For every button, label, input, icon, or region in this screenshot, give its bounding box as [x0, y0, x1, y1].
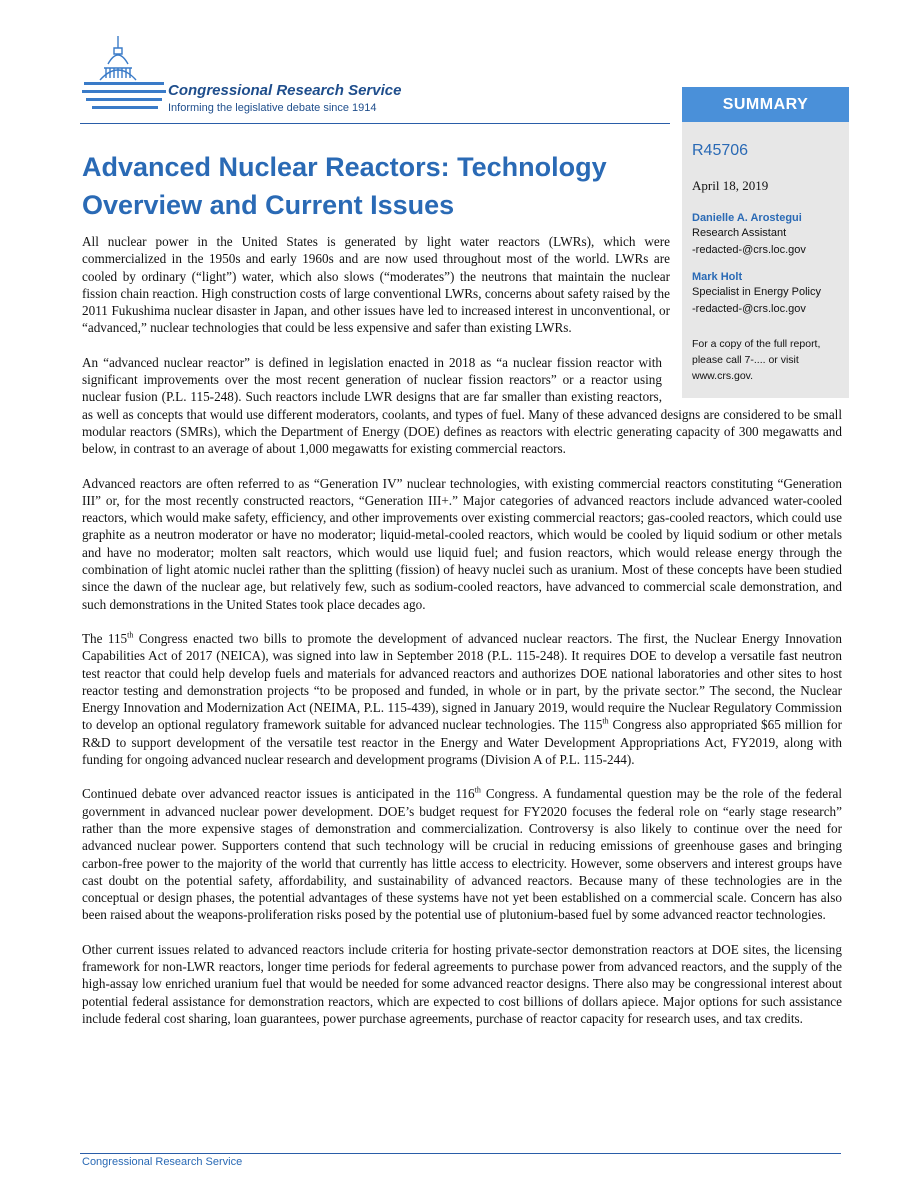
org-name: Congressional Research Service: [168, 82, 402, 99]
summary-heading: SUMMARY: [682, 87, 849, 122]
footer-rule: [80, 1153, 841, 1154]
page-footer: Congressional Research Service: [82, 1156, 243, 1168]
paragraph: An “advanced nuclear reactor” is defined in legislation enacted in 2018 as “a nuclear fission reactor with significant improvements over the most recent generation of nuclear fission reactors” or a reactor using nuclear fusion (P.L. 115-248). Such reactors include LWR designs that are far smaller than existing reactors, as well as concepts that would use different moderators, coolants, and types of fuel. Many of these advanced designs are considered to be small modular reactors (SMRs), which the Department of Energy (DOE) defines as reactors with electric generating capacity of 300 megawatts and below, in contrast to an average of about 1,000 megawatts for existing commercial reactors.: [82, 354, 842, 457]
paragraph: Other current issues related to advanced reactors include criteria for hosting private-sector demonstration reactors at DOE sites, the licensing framework for non-LWR reactors, longer time periods for federal agreements to purchase power from advanced reactors, and the supply of the high-assay low enriched uranium fuel that would be needed for some advanced reactor designs. There also may be congressional interest about potential federal assistance for demonstration reactors, which are expected to cost billions of dollars apiece. Major options for such assistance include federal cost sharing, loan guarantees, power purchase agreements, purchase of reactor capacity for research uses, and tax credits.: [82, 941, 842, 1026]
paragraph: All nuclear power in the United States is generated by light water reactors (LWRs), which were commercialized in the 1950s and early 1960s and are now used throughout most of the world. LWRs are cooled by ordinary (“light”) water, which also slows (“moderates”) the neutrons that maintain the nuclear fission chain reaction. High construction costs of large conventional LWRs, concerns about safety raised by the 2011 Fukushima nuclear disaster in Japan, and other issues have led to increased interest in unconventional, or “advanced,” nuclear technologies that could be less expensive and safer than existing LWRs.: [82, 234, 670, 336]
paragraph: The 115th Congress enacted two bills to promote the development of advanced nuclear reactors. The first, the Nuclear Energy Innovation Capabilities Act of 2017 (NEICA), was signed into law in September 2018 (P.L. 115-248). It requires DOE to develop a versatile fast neutron test reactor that could help develop fuels and materials for advanced reactors and authorizes DOE national laboratories and other sites to host reactor testing and demonstration projects “to be proposed and funded, in whole or in part, by the private sector.” The second, the Nuclear Energy Innovation and Modernization Act (NEIMA, P.L. 115-439), signed in January 2019, would require the Nuclear Regulatory Commission to develop an optional regulatory framework suitable for advanced nuclear technologies. The 115th Congress also appropriated $65 million for R&D to support development of the versatile test reactor in the Energy and Water Development Appropriations Act, FY2019, along with funding for ongoing advanced nuclear research and development programs (Division A of P.L. 115-244).: [82, 630, 842, 768]
author-email[interactable]: -redacted-@crs.loc.gov: [692, 303, 806, 315]
author-name: Mark Holt: [692, 271, 743, 283]
paragraph: Continued debate over advanced reactor issues is anticipated in the 116th Congress. A fundamental question may be the role of the federal government in advanced nuclear power development. DOE’s budget request for FY2020 focuses the federal role on “early stage research” rather than the more expensive stages of demonstration and commercialization. Controversy is also likely to continue over the need for advanced nuclear power. Supporters contend that such technology will be crucial in reducing emissions of greenhouse gases and bringing carbon-free power to the majority of the world that currently has little access to electricity. However, some observers and interest groups have cast doubt on the potential safety, affordability, and sustainability of advanced reactors. Because many of these technologies are in the conceptual or design phases, the potential advantages of these systems have not yet been established on a commercial scale. Concern has also been raised about the weapons-proliferation risks posed by the potential use of plutonium-based fuel by some advanced reactor technologies.: [82, 785, 842, 923]
report-date: April 18, 2019: [692, 178, 769, 193]
author-title: Research Assistant: [692, 227, 787, 239]
report-body: [82, 233, 842, 1044]
capitol-dome-icon: [80, 34, 170, 124]
copy-note: For a copy of the full report, please call 7-.... or visit www.crs.gov.: [692, 338, 821, 382]
crs-logo[interactable]: [80, 34, 480, 124]
author-name: Danielle A. Arostegui: [692, 212, 802, 224]
author-email[interactable]: -redacted-@crs.loc.gov: [692, 244, 806, 256]
paragraph: Advanced reactors are often referred to as “Generation IV” nuclear technologies, with existing commercial reactors constituting “Generation III” or, for the most recently constructed reactors, “Generation III+.” Major categories of advanced reactors include advanced water-cooled reactors, which would make safety, efficiency, and other improvements over existing commercial reactors; gas-cooled reactors, which could use graphite as a neutron moderator or have no moderator; liquid-metal-cooled reactors, which would be cooled by liquid sodium or other metals and have no moderator; molten salt reactors, which would use liquid fuel; and fusion reactors, which would release energy through the combination of light atomic nuclei rather than the splitting (fission) of heavy nuclei such as uranium. Most of these concepts have been studied since the dawn of the nuclear age, but relatively few, such as sodium-cooled reactors, have advanced to commercial scale demonstration, and such demonstrations in the United States took place decades ago.: [82, 475, 842, 612]
org-tagline: Informing the legislative debate since 1914: [168, 102, 377, 114]
report-id: R45706: [692, 142, 749, 159]
author-title: Specialist in Energy Policy: [692, 286, 822, 298]
header-rule: [80, 123, 670, 124]
page-title: Advanced Nuclear Reactors: Technology Overview and Current Issues: [82, 152, 607, 220]
